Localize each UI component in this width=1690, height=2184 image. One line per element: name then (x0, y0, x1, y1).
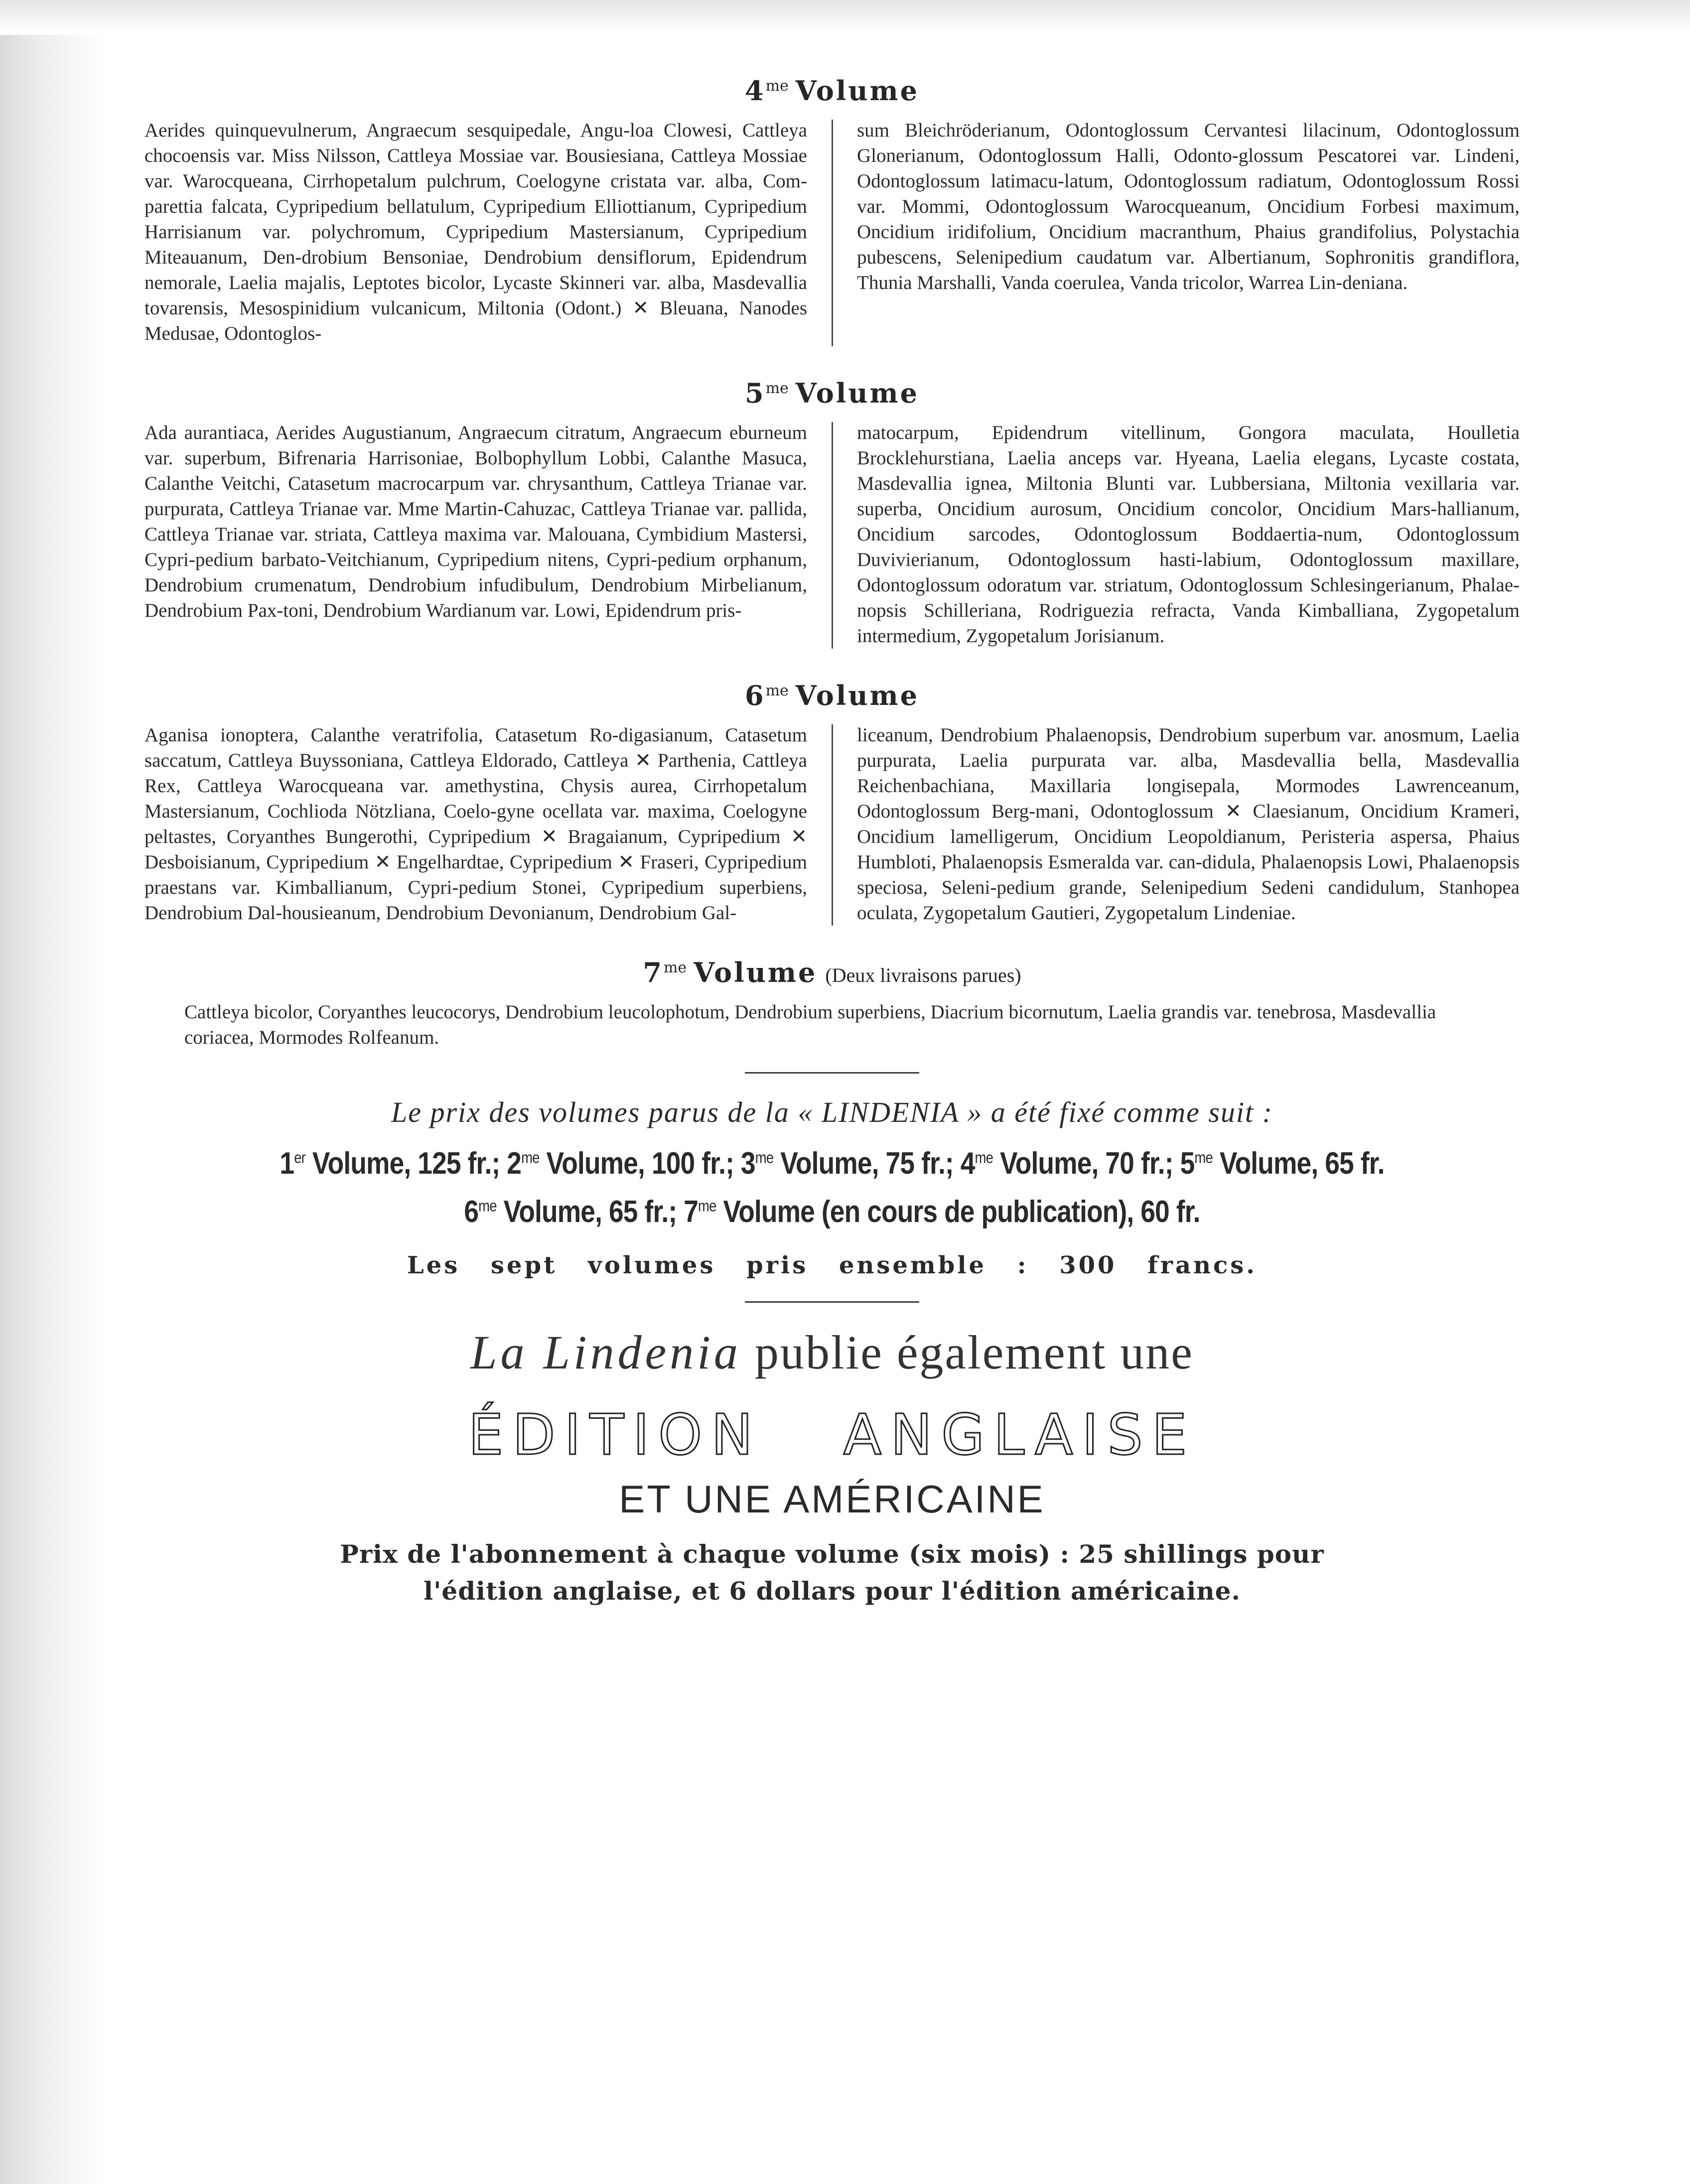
column-divider (832, 422, 833, 649)
price-volume-number: 1 (280, 1146, 294, 1181)
price-volume-number: 7 (684, 1195, 699, 1229)
et-americaine-heading: ET UNE AMÉRICAINE (619, 1477, 1045, 1521)
price-volume-number: 2 (507, 1146, 522, 1181)
volume-6-heading (144, 680, 1520, 711)
section-rule (745, 1072, 919, 1074)
volume-suffix: me (663, 959, 687, 976)
volume-6-section (144, 680, 1520, 926)
price-volume-suffix: me (521, 1148, 540, 1167)
section-rule (745, 1301, 919, 1303)
page-edge-shadow (0, 0, 105, 2184)
price-volume-text: Volume, 125 fr.; (305, 1146, 507, 1181)
volume-5-heading (144, 377, 1520, 409)
volume-6-right-column: liceanum, Dendrobium Phalaenopsis, Dendrobium superbum var. anosmum, Laelia purpurata, Laelia purpurata var. alba, Masdevallia bella, Masdevallia Reichenbachiana, Maxillaria longisepala, Mormodes Lawrenceanum, Odontoglossum Berg-mani, Odontoglossum ✕ Claesianum, Oncidium Krameri, Oncidium lamelligerum, Oncidium Leopoldianum, Peristeria aspersa, Phaius Humbloti, Phalaenopsis Esmeralda var. can-didula, Phalaenopsis Lowi, Phalaenopsis speciosa, Seleni-pedium grande, Selenipedium Sedeni candidulum, Stanhopea oculata, Zygopetalum Gautieri, Zygopetalum Lindeniae. (857, 724, 1520, 924)
brand-name: La Lindenia (470, 1326, 741, 1379)
price-intro: Le prix des volumes parus de la « LINDENIA » a été fixé comme suit : (391, 1096, 1273, 1128)
publie-text: publie également une (754, 1326, 1194, 1379)
volume-number: 4 (744, 75, 766, 107)
price-volume-text: Volume, 65 fr.; (496, 1195, 684, 1229)
volume-4-left-column: Aerides quinquevulnerum, Angraecum sesquipedale, Angu-loa Clowesi, Cattleya chocoensis var. Miss Nilsson, Cattleya Mossiae var. Bousiesiana, Cattleya Mossiae var. Warocqueana, Cirrhopetalum pulchrum, Coelogyne cristata var. alba, Com-parettia falcata, Cypripedium bellatulum, Cypripedium Elliottianum, Cypripedium Harrisianum var. polychromum, Cypripedium Mastersianum, Cypripedium Miteauanum, Den-drobium Bensoniae, Dendrobium densiflorum, Epidendrum nemorale, Laelia majalis, Leptotes bicolor, Lycaste Skinneri var. alba, Masdevallia tovarensis, Mesospinidium vulcanicum, Miltonia (Odont.) ✕ Bleuana, Nanodes Medusae, Odontoglos- (144, 120, 807, 344)
price-volume-number: 4 (960, 1146, 975, 1181)
total-price-line: Les sept volumes pris ensemble : 300 francs. (407, 1251, 1258, 1279)
volume-label: Volume (795, 680, 919, 711)
price-volume-suffix: me (975, 1148, 993, 1167)
volume-suffix: me (765, 77, 789, 95)
column-divider (832, 120, 833, 346)
abonnement-line-2: l'édition anglaise, et 6 dollars pour l'édition américaine. (423, 1576, 1241, 1606)
edition-section (144, 1325, 1520, 1610)
price-section (144, 1095, 1520, 1279)
volume-4-right-column: sum Bleichröderianum, Odontoglossum Cervantesi lilacinum, Odontoglossum Glonerianum, Odontoglossum Halli, Odonto-glossum Pescatorei var. Lindeni, Odontoglossum latimacu-latum, Odontoglossum radiatum, Odontoglossum Rossi var. Mommi, Odontoglossum Warocqueanum, Oncidium Forbesi maximum, Oncidium iridifolium, Oncidium macranthum, Phaius grandifolius, Polystachia pubescens, Selenipedium caudatum var. Albertianum, Sophronitis grandiflora, Thunia Marshalli, Vanda coerulea, Vanda tricolor, Warrea Lin-deniana. (857, 120, 1520, 293)
volume-5-right-column: matocarpum, Epidendrum vitellinum, Gongora maculata, Houlletia Brocklehurstiana, Laelia anceps var. Hyeana, Laelia elegans, Lycaste costata, Masdevallia ignea, Miltonia Blunti var. Lubbersiana, Miltonia vexillaria var. superba, Oncidium aurosum, Oncidium concolor, Oncidium Mars-hallianum, Oncidium sarcodes, Odontoglossum Boddaertia-num, Odontoglossum Duvivierianum, Odontoglossum hasti-labium, Odontoglossum maxillare, Odontoglossum odoratum var. striatum, Odontoglossum Schlesingerianum, Phalae-nopsis Schilleriana, Rodriguezia refracta, Vanda Kimballiana, Zygopetalum intermedium, Zygopetalum Jorisianum. (857, 422, 1520, 647)
publie-line (144, 1325, 1520, 1380)
price-volume-text: Volume, 100 fr.; (539, 1146, 741, 1181)
volume-7-note: (Deux livraisons parues) (825, 964, 1021, 986)
abonnement-line-1: Prix de l'abonnement à chaque volume (six mois) : 25 shillings pour (340, 1539, 1324, 1569)
price-volume-text: Volume, 65 fr. (1212, 1146, 1385, 1181)
volume-7-text: Cattleya bicolor, Coryanthes leucocorys, Dendrobium leucolophotum, Dendrobium superbiens, Diacrium bicornutum, Laelia grandis var. tenebrosa, Masdevallia coriacea, Mormodes Rolfeanum. (184, 1001, 1436, 1048)
volume-4-section (144, 75, 1520, 346)
volume-label: Volume (795, 75, 919, 107)
price-line-1 (241, 1146, 1423, 1181)
volume-label: Volume (795, 377, 919, 409)
price-volume-suffix: me (1194, 1148, 1213, 1167)
edition-anglaise-heading: ÉDITION ANGLAISE (468, 1403, 1196, 1468)
volume-5-section (144, 377, 1520, 649)
volume-7-section (144, 956, 1520, 1050)
volume-number: 5 (744, 377, 766, 409)
volume-7-heading (144, 956, 1520, 988)
volume-6-left-column: Aganisa ionoptera, Calanthe veratrifolia, Catasetum Ro-digasianum, Catasetum saccatum, Cattleya Buyssoniana, Cattleya Eldorado, Cattleya ✕ Parthenia, Cattleya Rex, Cattleya Warocqueana var. amethystina, Chysis aurea, Cirrhopetalum Mastersianum, Cochlioda Nötzliana, Coelo-gyne ocellata var. maxima, Coelogyne peltastes, Coryanthes Bungerothi, Cypripedium ✕ Bragaianum, Cypripedium ✕ Desboisianum, Cypripedium ✕ Engelhardtae, Cypripedium ✕ Fraseri, Cypripedium praestans var. Kimballianum, Cypri-pedium Stonei, Cypripedium superbiens, Dendrobium Dal-housieanum, Dendrobium Devonianum, Dendrobium Gal- (144, 724, 807, 924)
volume-4-columns (144, 118, 1520, 346)
volume-suffix: me (765, 380, 789, 397)
volume-suffix: me (765, 682, 789, 699)
price-volume-suffix: me (755, 1148, 774, 1167)
volume-number: 6 (744, 680, 766, 711)
price-volume-number: 6 (464, 1195, 479, 1229)
price-volume-text: Volume (en cours de publication), 60 fr. (716, 1195, 1200, 1229)
price-volume-number: 3 (740, 1146, 755, 1181)
volume-5-left-column: Ada aurantiaca, Aerides Augustianum, Angraecum citratum, Angraecum eburneum var. superbum, Bifrenaria Harrisoniae, Bolbophyllum Lobbi, Calanthe Masuca, Calanthe Veitchi, Catasetum macrocarpum var. chrysanthum, Cattleya Trianae var. purpurata, Cattleya Trianae var. Mme Martin-Cahuzac, Cattleya Trianae var. pallida, Cattleya Trianae var. striata, Cattleya maxima var. Malouana, Cymbidium Mastersi, Cypri-pedium barbato-Veitchianum, Cypripedium nitens, Cypri-pedium orphanum, Dendrobium crumenatum, Dendrobium infudibulum, Dendrobium Mirbelianum, Dendrobium Pax-toni, Dendrobium Wardianum var. Lowi, Epidendrum pris- (144, 422, 807, 621)
price-volume-text: Volume, 75 fr.; (773, 1146, 961, 1181)
price-volume-suffix: me (698, 1197, 716, 1215)
price-volume-suffix: me (478, 1197, 497, 1215)
page-content (144, 75, 1520, 1610)
volume-5-columns (144, 420, 1520, 649)
price-volume-text: Volume, 70 fr.; (993, 1146, 1180, 1181)
page-top-shadow (0, 0, 1690, 35)
price-line-2 (241, 1194, 1423, 1229)
volume-number: 7 (643, 956, 664, 988)
volume-4-heading (144, 75, 1520, 107)
volume-6-columns (144, 722, 1520, 926)
abonnement-text (144, 1536, 1520, 1610)
volume-label: Volume (694, 956, 818, 988)
price-volume-suffix: er (294, 1148, 305, 1167)
price-volume-number: 5 (1180, 1146, 1195, 1181)
column-divider (832, 724, 833, 926)
